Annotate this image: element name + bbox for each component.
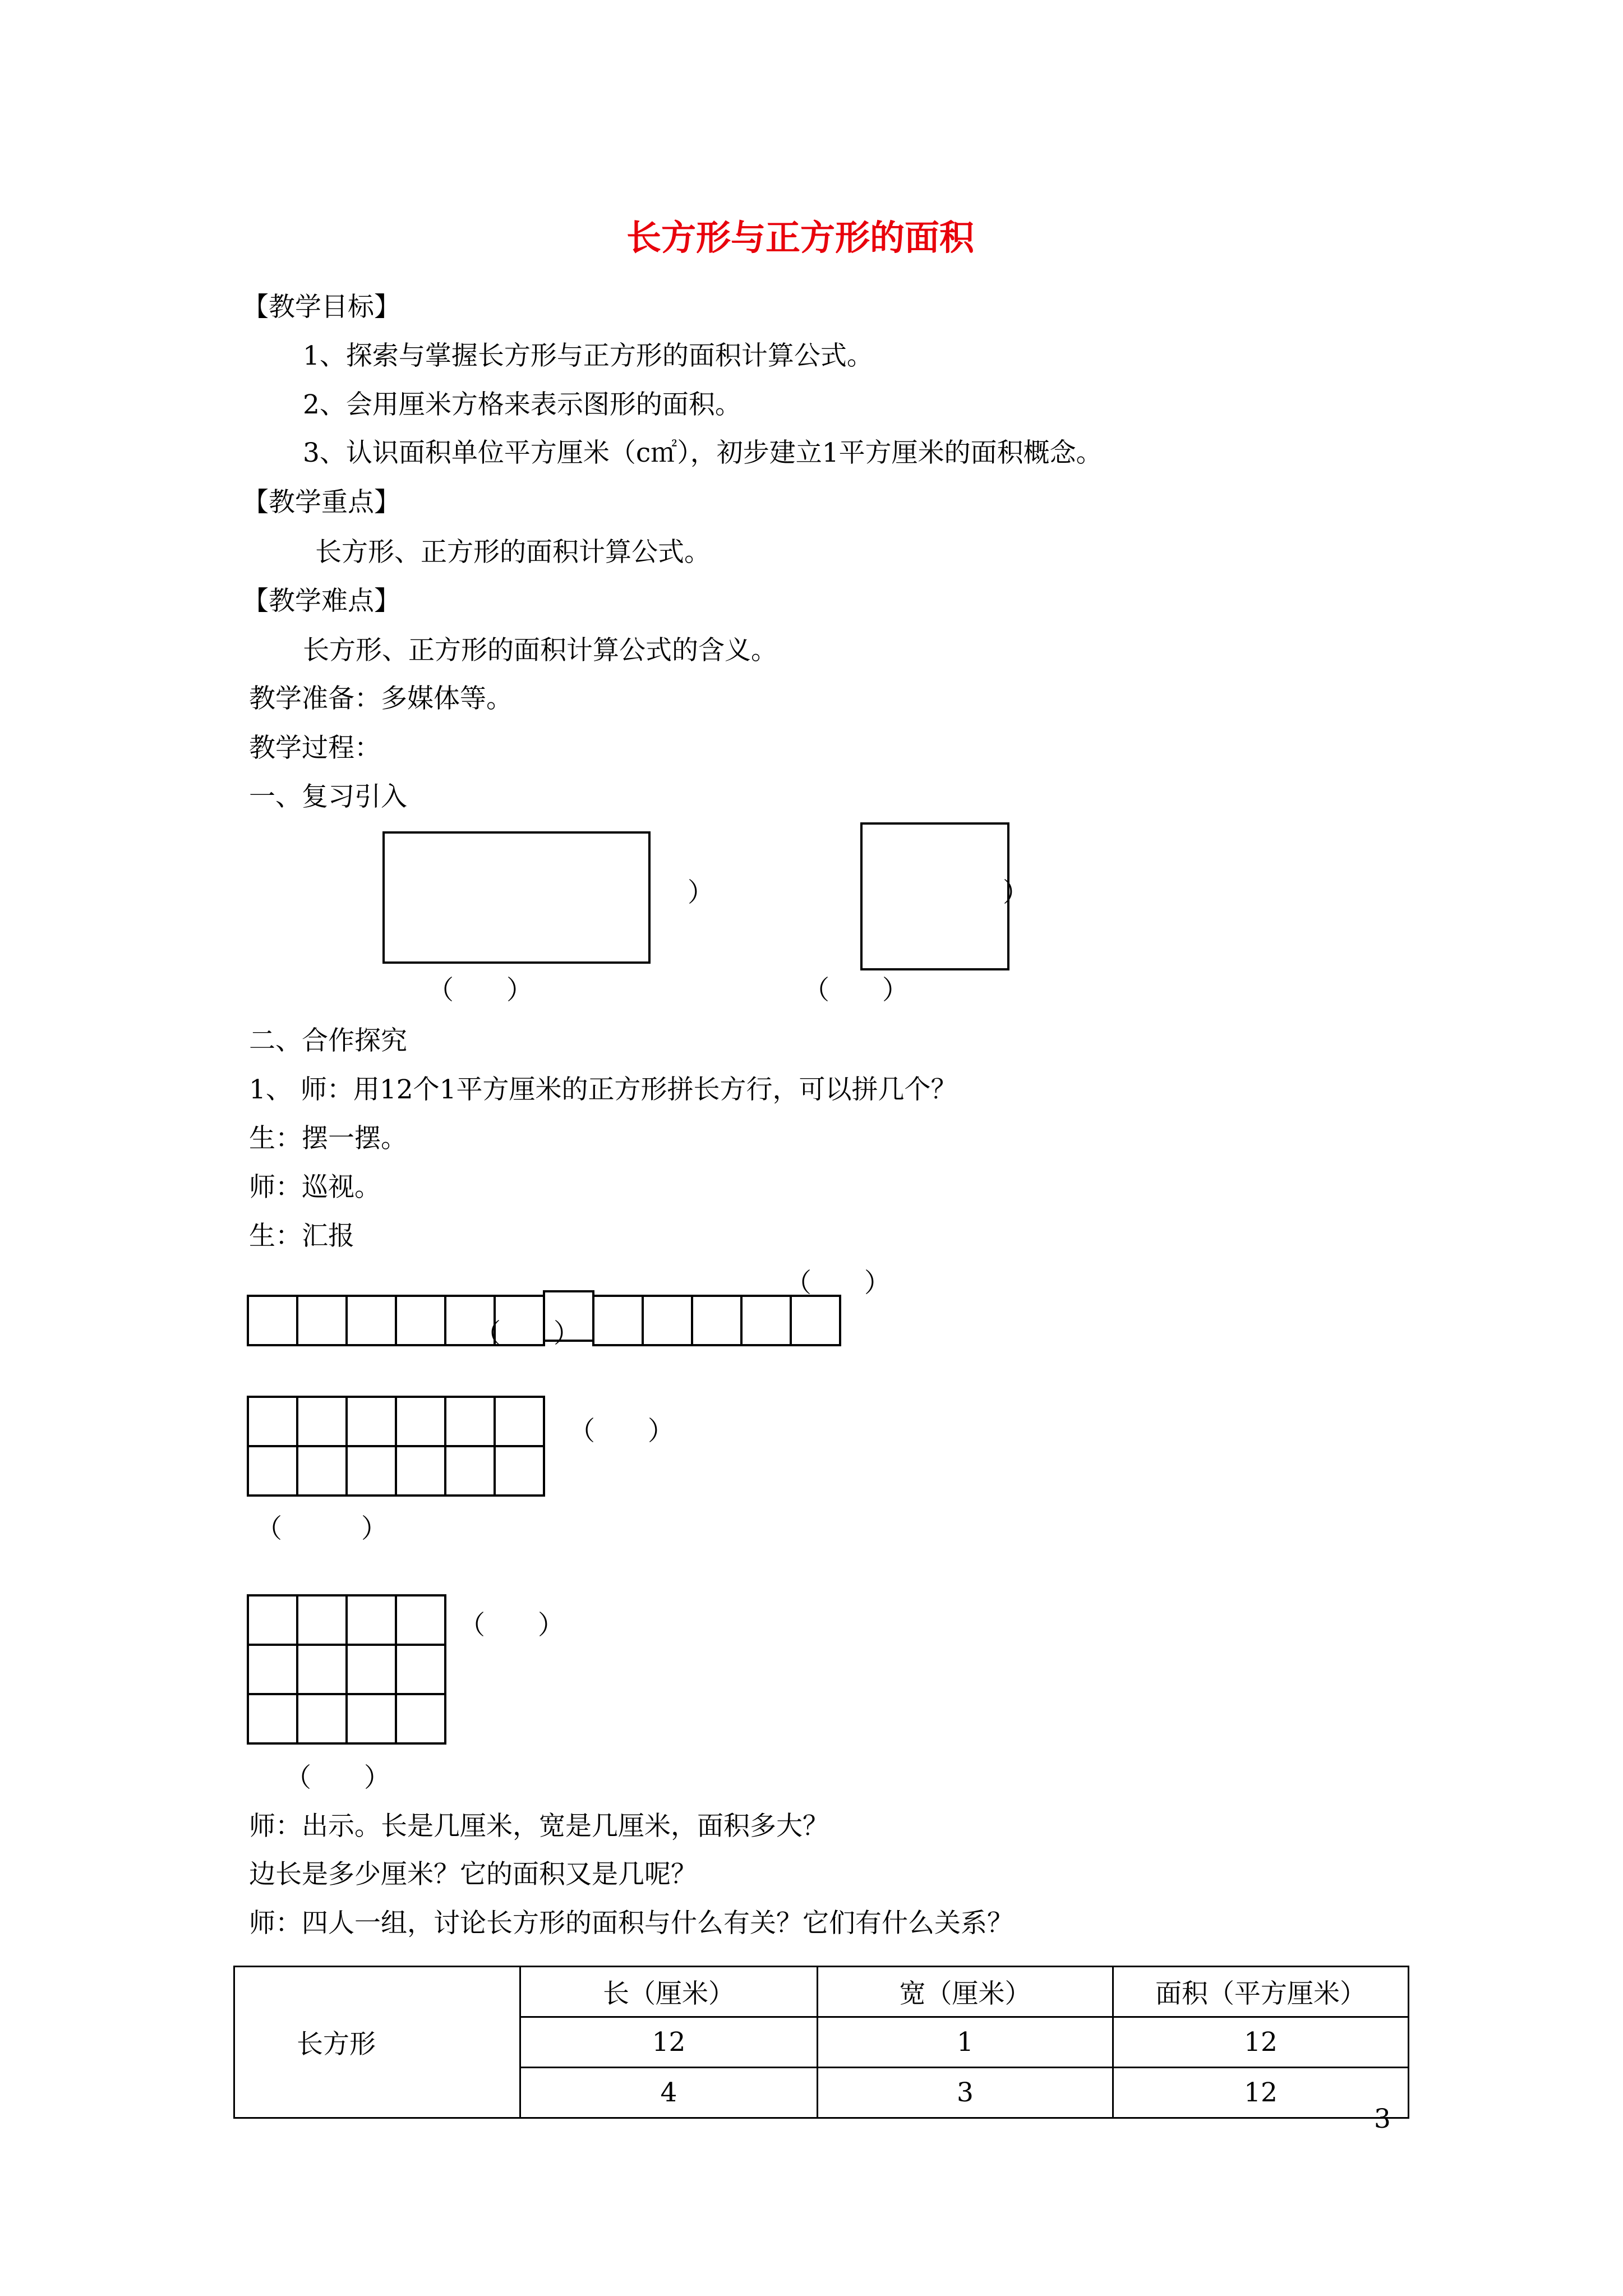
difficulty-text: 长方形、正方形的面积计算公式的含义。 xyxy=(303,635,777,666)
unit-square xyxy=(345,1693,397,1745)
section-heading: 一、复习引入 xyxy=(249,781,407,812)
unit-square xyxy=(296,1295,348,1346)
unit-square xyxy=(790,1295,841,1346)
unit-square xyxy=(345,1644,397,1695)
table-cell: 12 xyxy=(520,2017,818,2068)
key-heading: 【教学重点】 xyxy=(242,487,400,518)
goals-heading: 【教学目标】 xyxy=(242,292,400,323)
table-cell: 1 xyxy=(818,2017,1113,2068)
table-header: 面积（平方厘米） xyxy=(1113,1967,1409,2017)
blank-paren: （ ） xyxy=(459,1610,564,1641)
unit-square xyxy=(740,1295,792,1346)
unit-square xyxy=(296,1594,348,1646)
dialogue-line: 1、 师：用12个1平方厘米的正方形拼长方行，可以拼几个？ xyxy=(249,1074,957,1105)
unit-square xyxy=(296,1396,348,1447)
unit-square xyxy=(247,1445,298,1497)
blank-paren: ） xyxy=(1003,877,1029,908)
unit-square xyxy=(395,1693,446,1745)
prep-text: 教学准备：多媒体等。 xyxy=(249,683,513,714)
unit-square xyxy=(395,1295,446,1346)
table-cell: 12 xyxy=(1113,2068,1409,2118)
blank-paren: （ ） xyxy=(803,975,909,1006)
difficulty-heading: 【教学难点】 xyxy=(242,586,400,616)
area-table xyxy=(233,1966,1409,2119)
rectangle-figure xyxy=(382,831,651,964)
table-cell: 4 xyxy=(520,2068,818,2118)
unit-square xyxy=(247,1295,298,1346)
table-cell: 3 xyxy=(818,2068,1113,2118)
blank-paren: （ ） xyxy=(427,975,533,1006)
table-row-label: 长方形 xyxy=(234,1967,520,2118)
unit-square xyxy=(345,1594,397,1646)
unit-square xyxy=(247,1693,298,1745)
table-header: 长（厘米） xyxy=(520,1967,818,2017)
instruction-line: 师：出示。长是几厘米，宽是几厘米，面积多大？ xyxy=(249,1811,829,1842)
table-header: 宽（厘米） xyxy=(818,1967,1113,2017)
unit-square xyxy=(247,1396,298,1447)
unit-square xyxy=(345,1396,397,1447)
blank-paren: （ ） xyxy=(285,1763,390,1793)
unit-square xyxy=(592,1295,644,1346)
square-figure xyxy=(860,822,1009,970)
unit-square xyxy=(395,1396,446,1447)
unit-square xyxy=(345,1295,397,1346)
unit-square xyxy=(345,1445,397,1497)
dialogue-line: 生：汇报 xyxy=(249,1221,354,1251)
key-text: 长方形、正方形的面积计算公式。 xyxy=(315,537,711,568)
unit-square xyxy=(444,1396,496,1447)
unit-square xyxy=(395,1594,446,1646)
unit-square xyxy=(395,1445,446,1497)
unit-square xyxy=(642,1295,693,1346)
blank-paren: （ ） xyxy=(785,1268,891,1299)
unit-square xyxy=(296,1693,348,1745)
goal-item: 1、探索与掌握长方形与正方形的面积计算公式。 xyxy=(303,341,873,371)
dialogue-line: 师：巡视。 xyxy=(249,1172,381,1203)
unit-square xyxy=(691,1295,743,1346)
instruction-line: 边长是多少厘米？它的面积又是几呢？ xyxy=(249,1859,697,1890)
table-cell: 12 xyxy=(1113,2017,1409,2068)
unit-square xyxy=(494,1445,545,1497)
table-row xyxy=(234,1967,1409,2017)
instruction-line: 师：四人一组，讨论长方形的面积与什么有关？它们有什么关系？ xyxy=(249,1908,1013,1939)
process-text: 教学过程： xyxy=(249,733,381,763)
unit-square xyxy=(247,1644,298,1695)
section-heading: 二、合作探究 xyxy=(249,1025,407,1056)
unit-square xyxy=(395,1644,446,1695)
blank-paren: （ ） xyxy=(474,1318,580,1349)
blank-paren: （ ） xyxy=(256,1513,388,1544)
unit-square xyxy=(494,1396,545,1447)
goal-item: 2、会用厘米方格来表示图形的面积。 xyxy=(303,389,741,420)
blank-paren: ） xyxy=(688,877,714,908)
unit-square xyxy=(444,1445,496,1497)
blank-paren: （ ） xyxy=(569,1416,674,1447)
unit-square xyxy=(247,1594,298,1646)
goal-item: 3、认识面积单位平方厘米（c㎡），初步建立1平方厘米的面积概念。 xyxy=(303,438,1103,468)
page-title: 长方形与正方形的面积 xyxy=(626,217,975,258)
page-number: 3 xyxy=(1374,2104,1391,2134)
unit-square xyxy=(296,1644,348,1695)
unit-square xyxy=(296,1445,348,1497)
dialogue-line: 生：摆一摆。 xyxy=(249,1123,407,1154)
